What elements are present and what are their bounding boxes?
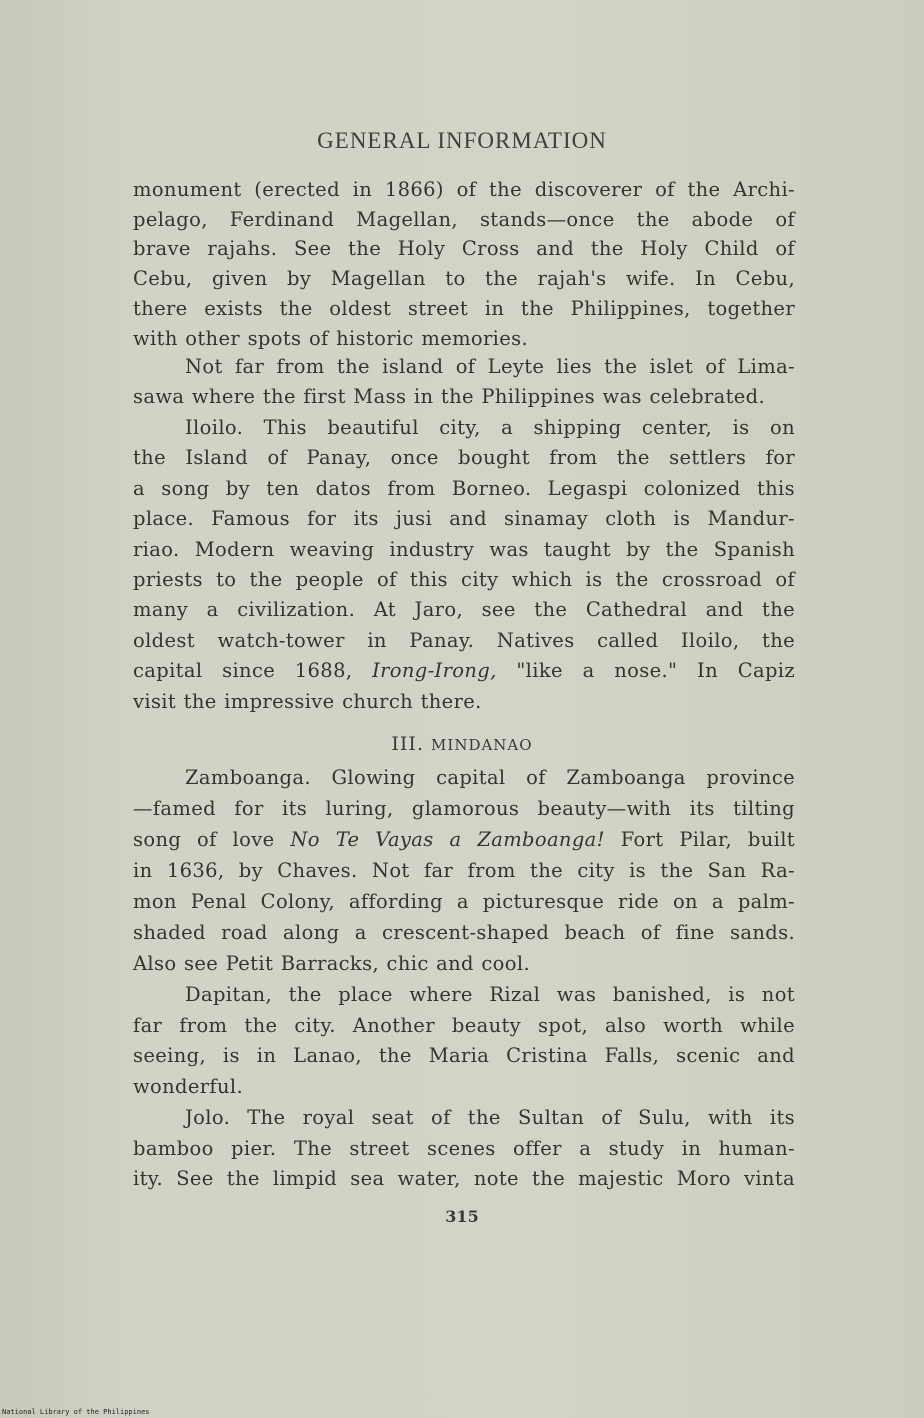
paragraph-jolo [133,1103,795,1195]
text-run: song of love [133,828,291,851]
italic-text: Irong-Irong, [372,659,497,683]
paragraph-dapitan [133,980,795,1102]
section-heading [0,733,924,755]
library-credit: National Library of the Philippines [2,1408,150,1416]
text-run: capital since 1688, [133,659,373,683]
section-numeral: III. [391,733,424,755]
paragraph-limasawa [133,352,795,411]
text-run: "like a nose." In Capiz [496,659,795,683]
text-line: ity. See the limpid sea water, note the majestic Moro vinta [133,1167,795,1190]
text-line: the Island of Panay, once bought from the settlers for [133,446,795,470]
text-line: riao. Modern weaving industry was taught by the Spanish [133,537,795,561]
text-line: in 1636, by Chaves. Not far from the city is the San Ra- [133,859,795,882]
text-line [133,824,795,855]
text-line: brave rajahs. See the Holy Cross and the Holy Child of [133,237,795,261]
text-line: —famed for its luring, glamorous beauty—with its tilting [133,797,795,820]
text-line: Zamboanga. Glowing capital of Zamboanga province [185,766,795,789]
text-line: priests to the people of this city which is the crossroad of [133,568,795,592]
section-title: MINDANAO [431,736,533,754]
text-line: bamboo pier. The street scenes offer a study in human- [133,1136,795,1160]
text-line: seeing, is in Lanao, the Maria Cristina Falls, scenic and [133,1044,795,1067]
text-line [133,656,795,686]
text-line: sawa where the first Mass in the Philippines was celebrated. [133,384,766,408]
italic-text: No Te Vayas a Zamboanga! [290,828,605,851]
text-line: with other spots of historic memories. [133,326,529,350]
text-line: a song by ten datos from Borneo. Legaspi colonized this [133,476,795,500]
page-number: 315 [445,1207,479,1226]
paragraph-zamboanga [133,762,795,979]
text-line: visit the impressive church there. [133,689,482,713]
text-line: Dapitan, the place where Rizal was banished, is not [185,983,795,1006]
text-line: place. Famous for its jusi and sinamay cloth is Mandur- [133,507,795,531]
text-line: Not far from the island of Leyte lies the islet of Lima- [185,355,795,378]
text-line: pelago, Ferdinand Magellan, stands—once the abode of [133,207,795,231]
text-line: many a civilization. At Jaro, see the Cathedral and the [133,598,795,622]
text-line: Also see Petit Barracks, chic and cool. [133,952,530,975]
text-line: Cebu, given by Magellan to the rajah's wife. In Cebu, [133,267,795,291]
text-line: there exists the oldest street in the Philippines, together [133,296,795,320]
text-line: far from the city. Another beauty spot, also worth while [133,1013,795,1037]
text-line: Jolo. The royal seat of the Sultan of Sulu, with its [185,1106,795,1129]
text-run: Fort Pilar, built [604,828,795,851]
paragraph-cebu [133,175,795,353]
text-line: wonderful. [133,1074,244,1098]
text-line: monument (erected in 1866) of the discoverer of the Archi- [133,178,795,201]
text-line: Iloilo. This beautiful city, a shipping center, is on [185,416,795,439]
paragraph-iloilo [133,413,795,717]
text-line: shaded road along a crescent-shaped beach of fine sands. [133,921,795,944]
text-line: mon Penal Colony, affording a picturesque ride on a palm- [133,890,795,913]
running-header: GENERAL INFORMATION [317,128,607,153]
text-line: oldest watch-tower in Panay. Natives called Iloilo, the [133,628,795,652]
